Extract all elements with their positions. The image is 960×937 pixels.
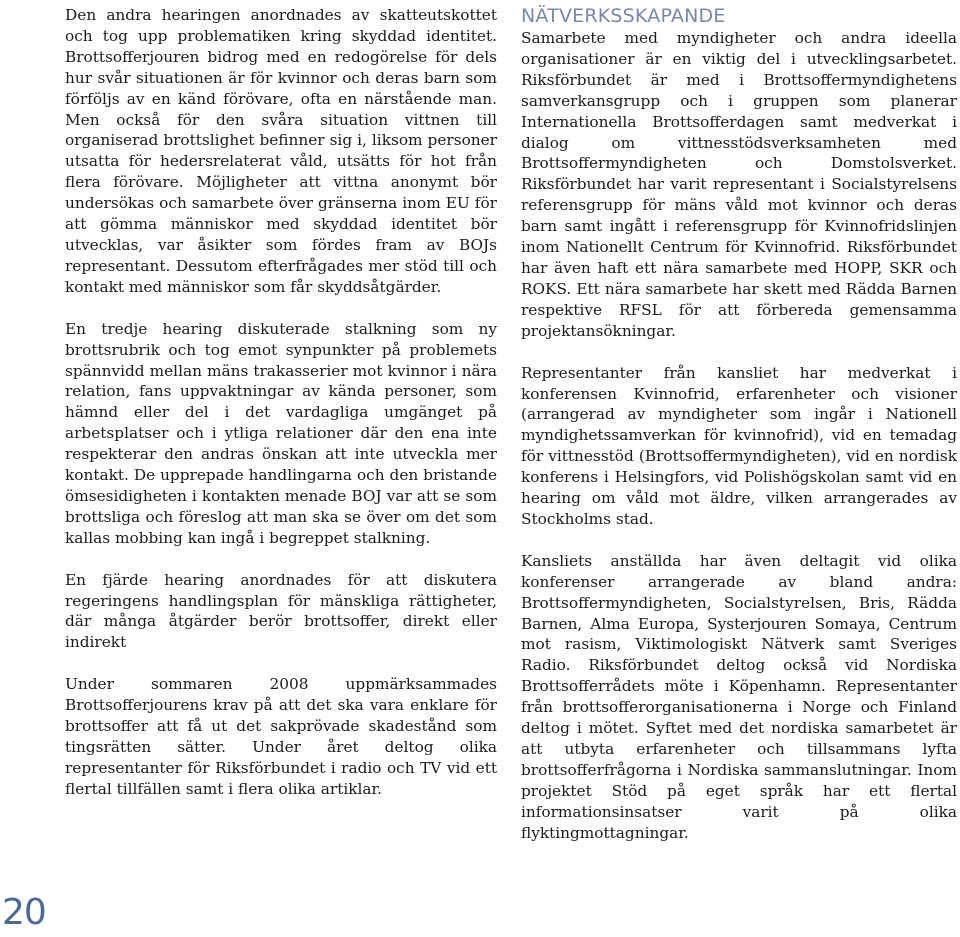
left-paragraph-4: Under sommaren 2008 uppmärksammades Brottsofferjourens krav på att det ska vara enklare för brottsoffer att få ut det sakprövade skadestånd som tingsrätten sätter. Under året deltog olika representanter för Riksförbundet i radio och TV vid ett flertal tillfällen samt i flera olika artiklar. bbox=[65, 675, 497, 798]
right-column bbox=[521, 5, 957, 844]
page-number: 20 bbox=[2, 892, 46, 933]
right-paragraph-3: Kansliets anställda har även deltagit vid olika konferenser arrangerade av bland andra: Brottsoffermyndigheten, Socialstyrelsen, Bris, Rädda Barnen, Alma Europa, Systerjouren Somaya, Centrum mot rasism, Viktimologiskt Nätverk samt Sveriges Radio. Riksförbundet deltog också vid Nordiska Brottsofferrådets möte i Köpenhamn. Representanter från brottsofferorganisationerna i Norge och Finland deltog i mötet. Syftet med det nordiska samarbetet är att utbyta erfarenheter och tillsammans lyfta brottsofferfrågorna i Nordiska sammanslutningar. Inom projektet Stöd på eget språk har ett flertal informationsinsatser varit på olika flyktingmottagningar. bbox=[521, 551, 957, 842]
left-paragraph-1: Den andra hearingen anordnades av skatteutskottet och tog upp problematiken kring skyddad identitet. Brottsofferjouren bidrog med en redogörelse för dels hur svår situationen är för kvinnor och deras barn som förföljs av en känd förövare, ofta en närstående man. Men också för den svåra situation vittnen till organiserad brottslighet befinner sig i, liksom personer utsatta för hedersrelaterat våld, utsätts för hot från flera förövare. Möjligheter att vittna anonymt bör undersökas och samarbete över gränserna inom EU för att gömma människor med skyddad identitet bör utvecklas, var åsikter som fördes fram av BOJs representant. Dessutom efterfrågades mer stöd till och kontakt med människor som får skyddsåtgärder. bbox=[65, 6, 497, 296]
left-paragraph-2: En tredje hearing diskuterade stalkning som ny brottsrubrik och tog emot synpunkter på problemets spännvidd mellan mäns trakasserier mot kvinnor i nära relation, fans uppvaktningar av kända personer, som hämnd eller del i det vardagliga umgänget på arbetsplatser och i ytliga relationer där den ena inte respekterar den andras önskan att inte utveckla mer kontakt. De upprepade handlingarna och den bristande ömsesidigheten i kontakten menade BOJ var att se som brottsliga och föreslog att man ska se över om det som kallas mobbing kan ingå i begreppet stalkning. bbox=[65, 319, 497, 547]
section-heading: NÄTVERKSSKAPANDE bbox=[521, 5, 726, 27]
right-paragraph-1: Samarbete med myndigheter och andra ideella organisationer är en viktig del i utvecklingsarbetet. Riksförbundet är med i Brottsoffermyndighetens samverkansgrupp och i gruppen som planerar Internationella Brottsofferdagen samt medverkat i dialog om vittnesstödsverksamheten med Brottsoffermyndigheten och Domstolsverket. Riksförbundet har varit representant i Socialstyrelsens referensgrupp för mäns våld mot kvinnor och deras barn samt ingått i referensgrupp för Kvinnofridslinjen inom Nationellt Centrum för Kvinnofrid. Riksförbundet har även haft ett nära samarbete med HOPP, SKR och ROKS. Ett nära samarbete har skett med Rädda Barnen respektive RFSL för att förbereda gemensamma projektansökningar. bbox=[521, 29, 957, 340]
right-paragraph-2: Representanter från kansliet har medverkat i konferensen Kvinnofrid, erfarenheter och visioner (arrangerad av myndigheter som ingår i Nationell myndighetssamverkan för kvinnofrid), vid en temadag för vittnesstöd (Brottsoffermyndigheten), vid en nordisk konferens i Helsingfors, vid Polishögskolan samt vid en hearing om våld mot äldre, vilken arrangerades av Stockholms stad. bbox=[521, 363, 957, 528]
left-paragraph-3: En fjärde hearing anordnades för att diskutera regeringens handlingsplan för mänskliga rättigheter, där många åtgärder berör brottsoffer, direkt eller indirekt bbox=[65, 570, 497, 652]
left-column bbox=[65, 5, 497, 800]
